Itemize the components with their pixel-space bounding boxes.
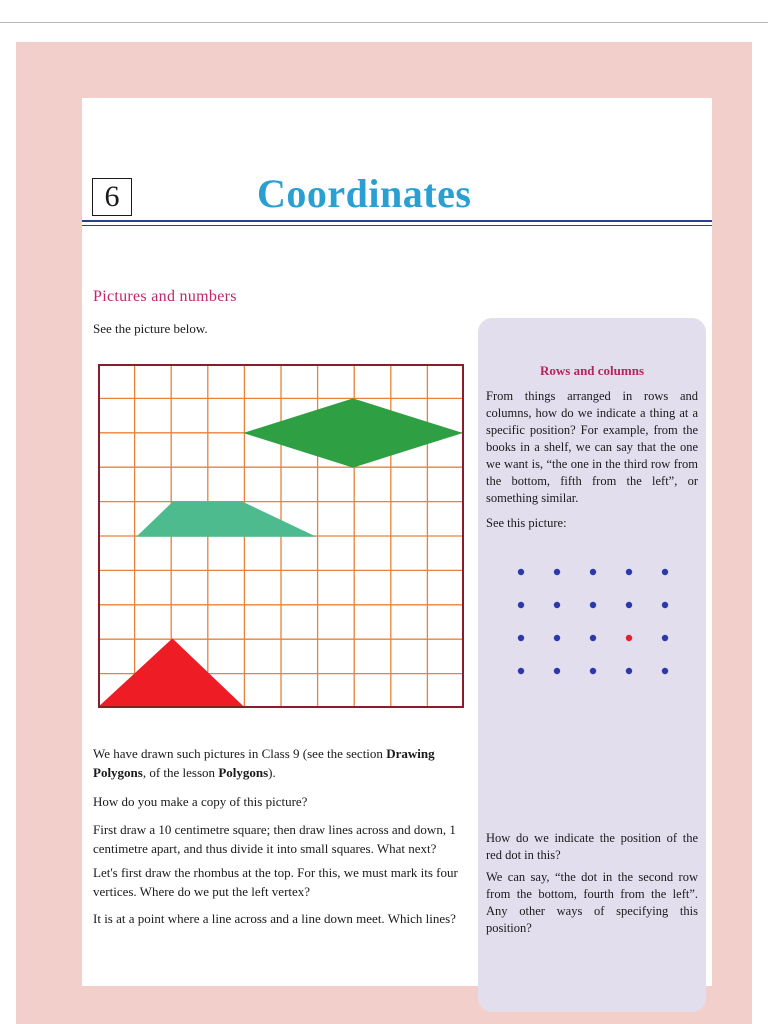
- paragraph-rhombus: Let's first draw the rhombus at the top. For this, we must mark its four vertices. Where do we put the left vertex?: [93, 865, 458, 899]
- blue-dot: [626, 602, 632, 608]
- blue-dot: [662, 635, 668, 641]
- sidebar-paragraph-1: From things arranged in rows and columns, how do we indicate a thing at a specific position? For example, from the books in a shelf, we can say that the one we want is, “the one in the third row from the bottom, fifth from the left”, or something similar.: [486, 389, 698, 505]
- title-rule: [82, 220, 712, 222]
- rhombus-shape: [243, 398, 463, 467]
- blue-dot: [518, 635, 524, 641]
- title-rule-thin: [82, 225, 712, 226]
- chapter-title: Coordinates: [257, 171, 472, 216]
- paragraph-lines: It is at a point where a line across and a line down meet. Which lines?: [93, 911, 456, 926]
- section-heading: Pictures and numbers: [93, 288, 237, 305]
- blue-dot: [554, 635, 560, 641]
- blue-dot: [554, 569, 560, 575]
- sidebar-paragraph-3: How do we indicate the position of the red dot in this?: [486, 831, 698, 862]
- sidebar-paragraph-4: We can say, “the dot in the second row from the bottom, fourth from the left”. Any other ways of specifying this position?: [486, 870, 698, 935]
- grid-figure: [98, 364, 464, 708]
- page: [82, 98, 712, 986]
- red-dot: [626, 635, 632, 641]
- blue-dot: [518, 569, 524, 575]
- sidebar-box: [478, 318, 706, 1012]
- blue-dot: [662, 602, 668, 608]
- sidebar-paragraph-2: See this picture:: [486, 516, 567, 530]
- chapter-number: 6: [92, 178, 132, 216]
- blue-dot: [590, 668, 596, 674]
- blue-dot: [554, 668, 560, 674]
- blue-dot: [554, 602, 560, 608]
- paragraph-classes: We have drawn such pictures in Class 9 (see the section Drawing Polygons, of the lesson Polygons).: [93, 746, 435, 780]
- blue-dot: [626, 668, 632, 674]
- sidebar-heading: Rows and columns: [539, 363, 645, 378]
- paragraph-question: How do you make a copy of this picture?: [93, 794, 308, 809]
- intro-text: See the picture below.: [93, 321, 208, 336]
- scan-top-line: [0, 22, 768, 23]
- blue-dot: [662, 668, 668, 674]
- blue-dot: [662, 569, 668, 575]
- triangle-shape: [99, 638, 243, 706]
- blue-dot: [518, 668, 524, 674]
- dots-group: [518, 569, 668, 674]
- blue-dot: [590, 569, 596, 575]
- dot-array: [504, 560, 684, 680]
- paragraph-instructions: First draw a 10 centimetre square; then draw lines across and down, 1 centimetre apart, and thus divide it into small squares. What next?: [93, 822, 456, 856]
- blue-dot: [590, 602, 596, 608]
- blue-dot: [518, 602, 524, 608]
- blue-dot: [590, 635, 596, 641]
- trapezium-shape: [136, 502, 316, 537]
- blue-dot: [626, 569, 632, 575]
